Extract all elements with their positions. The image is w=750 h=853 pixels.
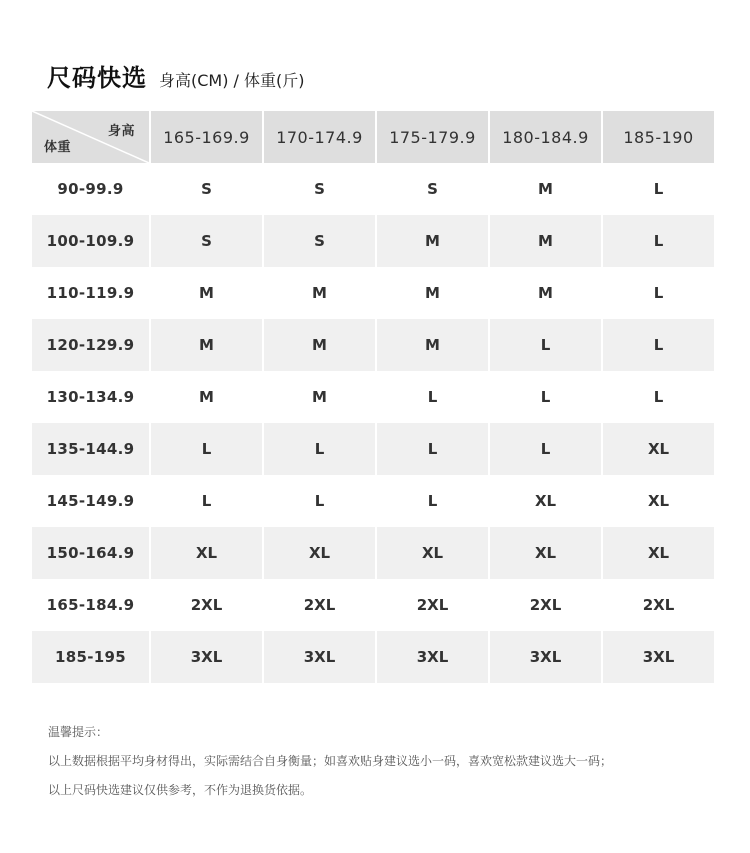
size-cell: M [377, 319, 488, 371]
size-cell: M [151, 319, 262, 371]
size-cell: M [199, 284, 214, 302]
table-row [32, 527, 714, 579]
notes-line: 以上数据根据平均身材得出，实际需结合自身衡量；如喜欢贴身建议选小一码，喜欢宽松款建议选大一码； [48, 754, 613, 768]
size-cell: M [538, 180, 553, 198]
size-cell: S [151, 215, 262, 267]
table-row [32, 215, 714, 267]
size-cell: 2XL [190, 596, 223, 614]
size-cell: L [201, 492, 212, 510]
size-cell: L [653, 180, 664, 198]
size-cell: M [312, 388, 327, 406]
size-cell: M [199, 388, 214, 406]
size-cell: L [603, 215, 714, 267]
size-cell: XL [490, 527, 601, 579]
table-row [32, 423, 714, 475]
size-cell: L [603, 319, 714, 371]
size-cell: L [314, 492, 325, 510]
size-cell: XL [603, 423, 714, 475]
weight-cell: 185-195 [32, 631, 149, 683]
size-cell: XL [151, 527, 262, 579]
weight-cell: 90-99.9 [57, 180, 124, 198]
size-cell: 3XL [490, 631, 601, 683]
size-cell: M [425, 284, 440, 302]
table-row [32, 631, 714, 683]
corner-weight-label: 体重 [44, 140, 72, 155]
weight-cell: 120-129.9 [32, 319, 149, 371]
page-subtitle: 身高(CM) / 体重(斤) [159, 71, 305, 90]
size-cell: M [264, 319, 375, 371]
size-cell: 3XL [603, 631, 714, 683]
size-cell: M [538, 284, 553, 302]
size-cell: L [427, 388, 438, 406]
size-cell: L [151, 423, 262, 475]
weight-cell: 165-184.9 [46, 596, 135, 614]
size-cell: S [427, 180, 438, 198]
size-cell: L [653, 284, 664, 302]
table-row [32, 267, 714, 319]
column-header: 175-179.9 [377, 111, 488, 163]
table-row [32, 163, 714, 215]
table-row [32, 319, 714, 371]
weight-cell: 130-134.9 [46, 388, 135, 406]
notes-line: 以上尺码快选建议仅供参考，不作为退换货依据。 [48, 783, 313, 797]
size-cell: 3XL [264, 631, 375, 683]
size-cell: S [264, 215, 375, 267]
title-row [47, 58, 305, 93]
table-row [32, 579, 714, 631]
size-cell: 3XL [377, 631, 488, 683]
column-header: 185-190 [603, 111, 714, 163]
page-title: 尺码快选 [47, 64, 147, 92]
weight-cell: 110-119.9 [46, 284, 135, 302]
weight-cell: 100-109.9 [32, 215, 149, 267]
size-cell: M [490, 215, 601, 267]
table-row [32, 475, 714, 527]
size-cell: 3XL [151, 631, 262, 683]
size-cell: L [427, 492, 438, 510]
weight-cell: 150-164.9 [32, 527, 149, 579]
size-cell: XL [647, 492, 670, 510]
size-cell: M [377, 215, 488, 267]
notes-block [48, 718, 612, 805]
size-chart-table [30, 111, 716, 683]
size-cell: L [653, 388, 664, 406]
size-cell: L [490, 319, 601, 371]
notes-heading: 温馨提示： [48, 725, 109, 739]
corner-height-label: 身高 [107, 124, 135, 139]
size-cell: S [201, 180, 212, 198]
weight-cell: 145-149.9 [46, 492, 135, 510]
table-row [32, 371, 714, 423]
column-header: 180-184.9 [490, 111, 601, 163]
size-cell: M [312, 284, 327, 302]
size-cell: L [377, 423, 488, 475]
size-cell: XL [603, 527, 714, 579]
size-cell: XL [377, 527, 488, 579]
size-cell: L [264, 423, 375, 475]
size-cell: XL [534, 492, 557, 510]
corner-cell [32, 111, 149, 163]
header-row [32, 111, 714, 163]
column-header: 170-174.9 [264, 111, 375, 163]
size-cell: L [490, 423, 601, 475]
size-cell: L [540, 388, 551, 406]
size-cell: 2XL [416, 596, 449, 614]
size-cell: 2XL [303, 596, 336, 614]
column-header: 165-169.9 [151, 111, 262, 163]
size-cell: 2XL [529, 596, 562, 614]
size-cell: XL [264, 527, 375, 579]
weight-cell: 135-144.9 [32, 423, 149, 475]
size-cell: S [314, 180, 325, 198]
size-cell: 2XL [642, 596, 675, 614]
